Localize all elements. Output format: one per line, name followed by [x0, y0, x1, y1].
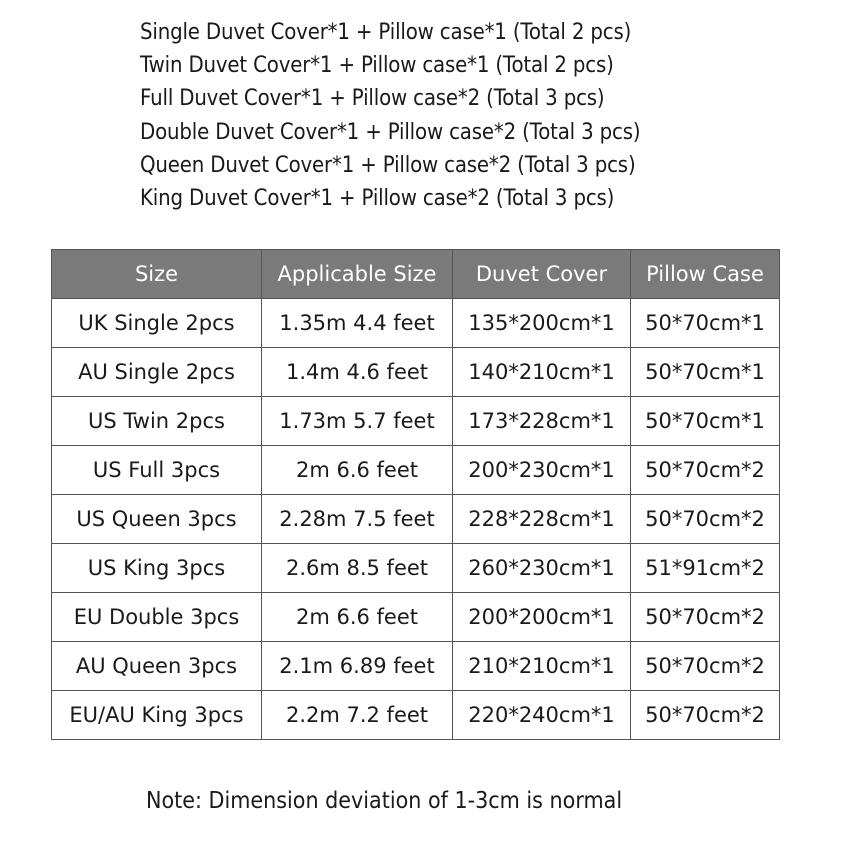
cell-pillow-case: 50*70cm*2: [631, 593, 780, 642]
cell-size: US Twin 2pcs: [52, 397, 262, 446]
table-row: [52, 593, 780, 642]
cell-pillow-case: 50*70cm*1: [631, 397, 780, 446]
set-contents-line-twin: Twin Duvet Cover*1 + Pillow case*1 (Total 2 pcs): [140, 53, 614, 79]
cell-applicable-size: 1.4m 4.6 feet: [262, 348, 453, 397]
cell-duvet-cover: 200*230cm*1: [453, 446, 631, 495]
table-row: [52, 642, 780, 691]
table-row: [52, 446, 780, 495]
cell-applicable-size: 2.2m 7.2 feet: [262, 691, 453, 740]
cell-duvet-cover: 140*210cm*1: [453, 348, 631, 397]
set-contents-line-single: Single Duvet Cover*1 + Pillow case*1 (Total 2 pcs): [140, 20, 632, 45]
cell-pillow-case: 50*70cm*2: [631, 642, 780, 691]
cell-duvet-cover: 210*210cm*1: [453, 642, 631, 691]
cell-duvet-cover: 135*200cm*1: [453, 299, 631, 348]
size-chart-table: [51, 249, 780, 740]
cell-applicable-size: 2.1m 6.89 feet: [262, 642, 453, 691]
header-pillow-case: Pillow Case: [631, 250, 780, 299]
table-row: [52, 544, 780, 593]
cell-duvet-cover: 173*228cm*1: [453, 397, 631, 446]
cell-size: US Full 3pcs: [52, 446, 262, 495]
cell-pillow-case: 50*70cm*2: [631, 691, 780, 740]
set-contents-line-queen: Queen Duvet Cover*1 + Pillow case*2 (Total 3 pcs): [140, 152, 636, 178]
cell-pillow-case: 50*70cm*1: [631, 299, 780, 348]
cell-applicable-size: 1.73m 5.7 feet: [262, 397, 453, 446]
cell-duvet-cover: 200*200cm*1: [453, 593, 631, 642]
table-row: [52, 397, 780, 446]
cell-size: UK Single 2pcs: [52, 299, 262, 348]
cell-size: EU/AU King 3pcs: [52, 691, 262, 740]
cell-size: US King 3pcs: [52, 544, 262, 593]
cell-duvet-cover: 260*230cm*1: [453, 544, 631, 593]
header-duvet-cover: Duvet Cover: [453, 250, 631, 299]
table-header-row: [52, 250, 780, 299]
table-row: [52, 495, 780, 544]
cell-pillow-case: 50*70cm*2: [631, 495, 780, 544]
cell-applicable-size: 2.6m 8.5 feet: [262, 544, 453, 593]
cell-applicable-size: 1.35m 4.4 feet: [262, 299, 453, 348]
cell-applicable-size: 2m 6.6 feet: [262, 593, 453, 642]
header-applicable-size: Applicable Size: [262, 250, 453, 299]
table-row: [52, 691, 780, 740]
cell-size: EU Double 3pcs: [52, 593, 262, 642]
cell-applicable-size: 2.28m 7.5 feet: [262, 495, 453, 544]
cell-pillow-case: 50*70cm*2: [631, 446, 780, 495]
deviation-note: Note: Dimension deviation of 1-3cm is normal: [146, 788, 623, 814]
cell-applicable-size: 2m 6.6 feet: [262, 446, 453, 495]
cell-pillow-case: 50*70cm*1: [631, 348, 780, 397]
cell-pillow-case: 51*91cm*2: [631, 544, 780, 593]
set-contents-line-full: Full Duvet Cover*1 + Pillow case*2 (Total 3 pcs): [140, 86, 605, 112]
set-contents-line-double: Double Duvet Cover*1 + Pillow case*2 (Total 3 pcs): [140, 119, 641, 145]
cell-size: AU Queen 3pcs: [52, 642, 262, 691]
table-row: [52, 348, 780, 397]
header-size: Size: [52, 250, 262, 299]
set-contents-line-king: King Duvet Cover*1 + Pillow case*2 (Total 3 pcs): [140, 186, 615, 212]
cell-duvet-cover: 228*228cm*1: [453, 495, 631, 544]
set-contents-list: [140, 16, 830, 215]
cell-size: US Queen 3pcs: [52, 495, 262, 544]
cell-duvet-cover: 220*240cm*1: [453, 691, 631, 740]
cell-size: AU Single 2pcs: [52, 348, 262, 397]
table-row: [52, 299, 780, 348]
